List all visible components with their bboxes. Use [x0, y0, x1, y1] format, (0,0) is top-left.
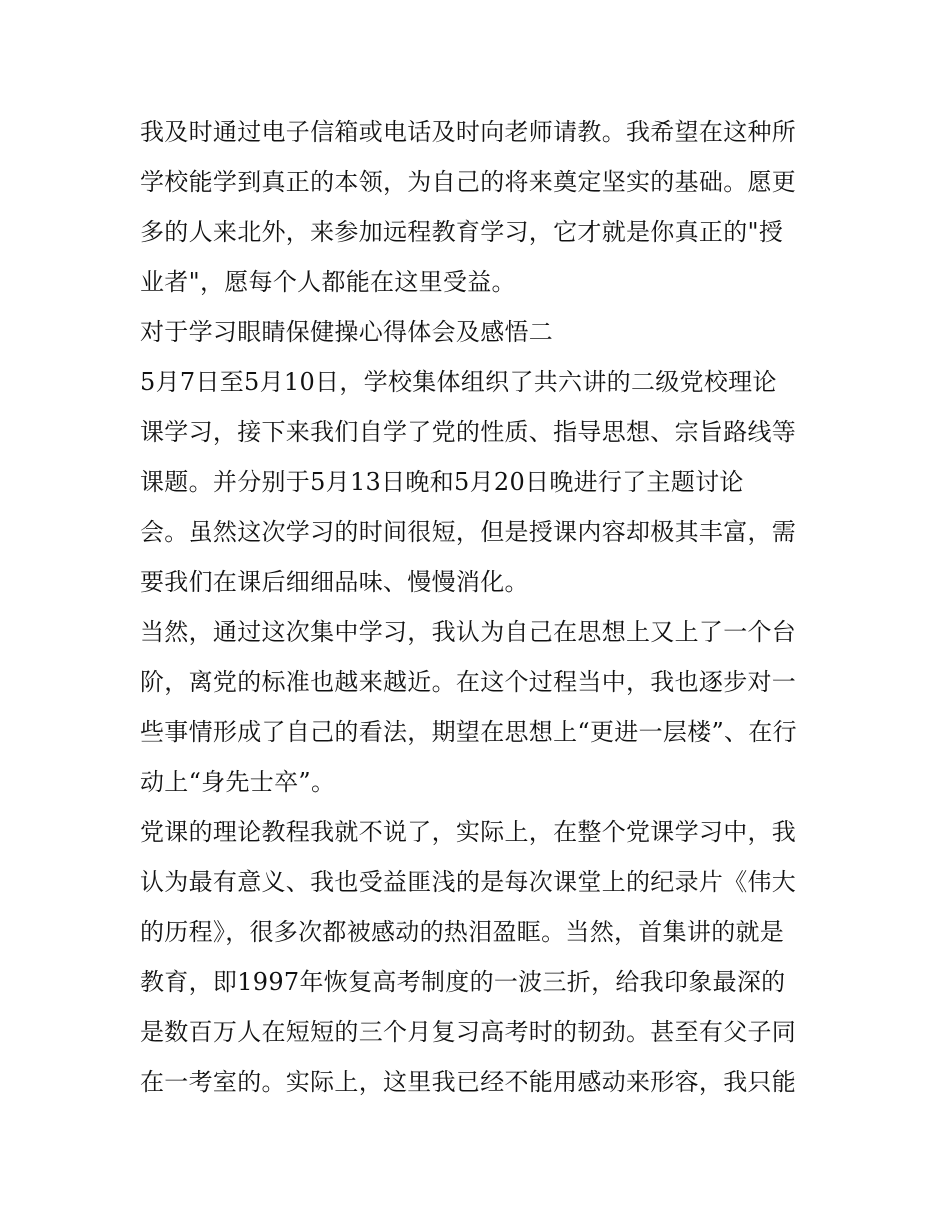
- text-line: 的历程》，很多次都被感动的热泪盈眶。当然，首集讲的就是: [140, 918, 785, 946]
- paragraph-reflection: [140, 607, 820, 807]
- text-line: 多的人来北外，来参加远程教育学习，它才就是你真正的"授: [140, 218, 784, 246]
- paragraph-intro-continuation: [140, 107, 820, 307]
- text-line: 会。虽然这次学习的时间很短，但是授课内容却极其丰富，需: [140, 518, 797, 546]
- paragraph-documentary: [140, 807, 820, 1107]
- text-line: 学校能学到真正的本领，为自己的将来奠定坚实的基础。愿更: [140, 168, 797, 196]
- document-body: [140, 107, 820, 1107]
- text-line: 是数百万人在短短的三个月复习高考时的韧劲。甚至有父子同: [140, 1018, 797, 1046]
- text-line: 我及时通过电子信箱或电话及时向老师请教。我希望在这种所: [140, 118, 797, 146]
- text-line: 阶，离党的标准也越来越近。在这个过程当中，我也逐步对一: [140, 668, 797, 696]
- heading-line: 对于学习眼睛保健操心得体会及感悟二: [140, 318, 554, 346]
- text-line: 要我们在课后细细品味、慢慢消化。: [140, 568, 529, 596]
- section-heading: [140, 307, 820, 357]
- text-line: 业者"，愿每个人都能在这里受益。: [140, 268, 516, 296]
- text-line: 课学习，接下来我们自学了党的性质、指导思想、宗旨路线等: [140, 418, 797, 446]
- text-line: 些事情形成了自己的看法，期望在思想上“更进一层楼”、在行: [140, 718, 797, 746]
- text-line: 教育，即1997年恢复高考制度的一波三折，给我印象最深的: [140, 968, 786, 996]
- text-line: 5月7日至5月10日，学校集体组织了共六讲的二级党校理论: [140, 368, 777, 396]
- text-line: 认为最有意义、我也受益匪浅的是每次课堂上的纪录片《伟大: [140, 868, 797, 896]
- text-line: 课题。并分别于5月13日晚和5月20日晚进行了主题讨论: [140, 468, 744, 496]
- text-line: 在一考室的。实际上，这里我已经不能用感动来形容，我只能: [140, 1068, 797, 1096]
- text-line: 动上“身先士卒”。: [140, 768, 336, 796]
- text-line: 党课的理论教程我就不说了，实际上，在整个党课学习中，我: [140, 818, 797, 846]
- text-line: 当然，通过这次集中学习，我认为自己在思想上又上了一个台: [140, 618, 797, 646]
- paragraph-party-school-course: [140, 357, 820, 607]
